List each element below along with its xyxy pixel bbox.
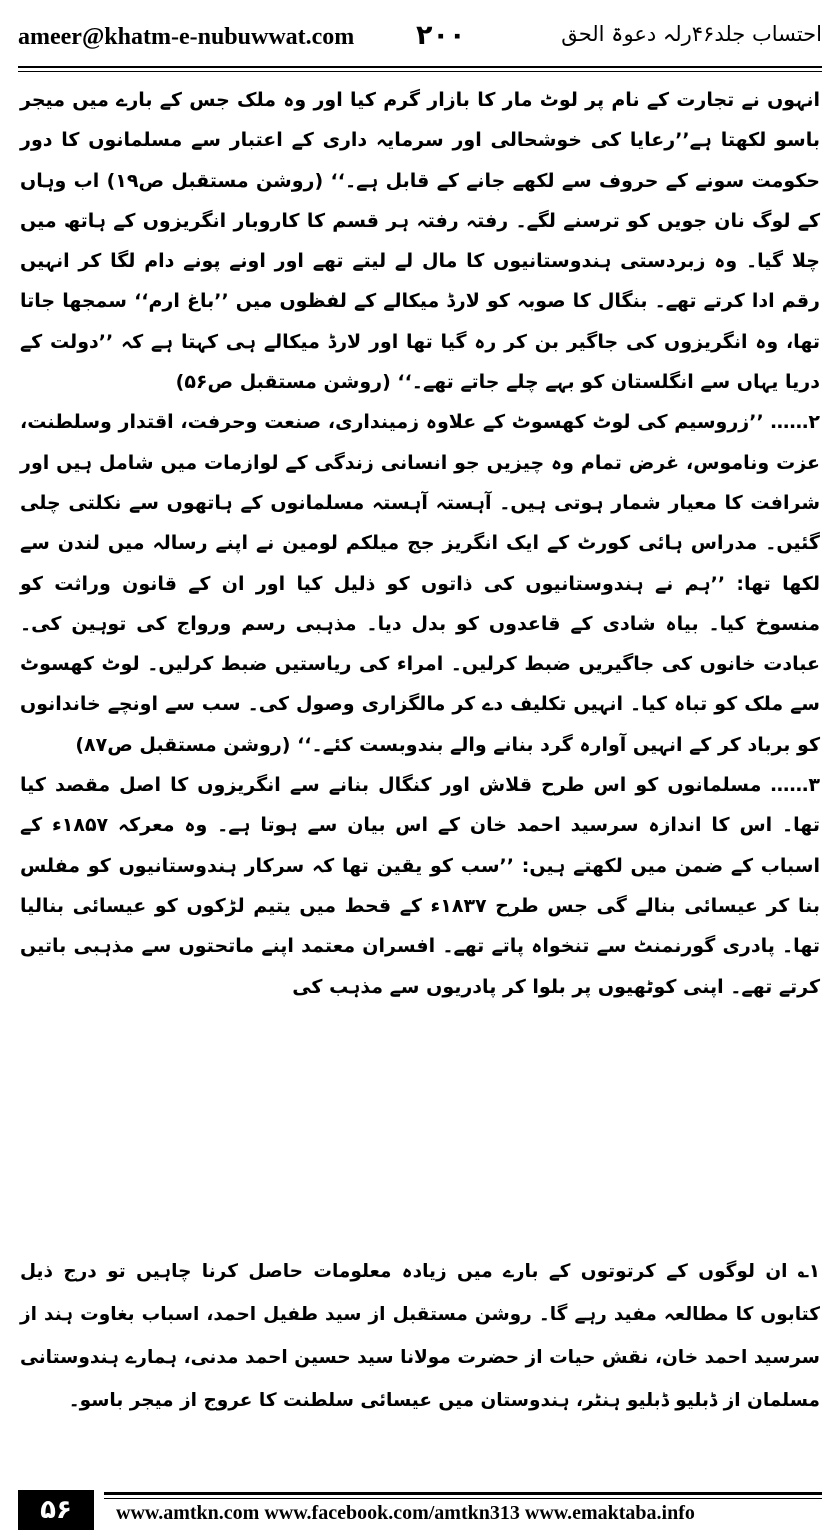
- footer-links: www.amtkn.com www.facebook.com/amtkn313 www.emaktaba.info: [116, 1502, 695, 1524]
- paragraph-1: انہوں نے تجارت کے نام پر لوٹ مار کا بازار گرم کیا اور وہ ملک جس کے بارے میں میجر باسو لکھتا ہے’’رعایا کی خوشحالی اور سرمایہ داری کے اعتبار سے مسلمانوں کا دور حکومت سونے کے حروف سے لکھے جانے کے قابل ہے۔‘‘ (روشن مستقبل ص۱۹) اب وہاں کے لوگ نان جویں کو ترسنے لگے۔ رفتہ رفتہ ہر قسم کا کاروبار انگریزوں کے ہاتھ میں چلا گیا۔ وہ زبردستی ہندوستانیوں کا مال لے لیتے تھے اور اونے پونے دام لگا کر انہیں رقم ادا کرتے تھے۔ بنگال کا صوبہ کو لارڈ میکالے کے لفظوں میں ’’باغ ارم‘‘ سمجھا جاتا تھا، وہ انگریزوں کی جاگیر بن کر رہ گیا تھا اور لارڈ میکالے ہی کہتا ہے کہ ’’دولت کے دریا یہاں سے انگلستان کو بہے چلے جاتے تھے۔‘‘ (روشن مستقبل ص۵۶): [20, 89, 820, 394]
- header-rule-thin: [18, 71, 822, 72]
- header-rule: [18, 66, 822, 68]
- footer-rule-thin: [104, 1498, 822, 1499]
- footer-rule: [104, 1492, 822, 1495]
- paragraph-2: ۲…… ’’زروسیم کی لوٹ کھسوٹ کے علاوہ زمینداری، صنعت وحرفت، اقتدار وسلطنت، عزت وناموس، غرض تمام وہ چیزیں جو انسانی زندگی کے لوازمات میں شامل ہیں اور شرافت کا معیار شمار ہوتی ہیں۔ آہستہ آہستہ مسلمانوں کے ہاتھوں سے نکلتی چلی گئیں۔ مدراس ہائی کورٹ کے ایک انگریز جج میلکم لومین نے اپنے رسالہ میں لندن سے لکھا تھا: ’’ہم نے ہندوستانیوں کی ذاتوں کو ذلیل کیا اور ان کے قانون وراثت کو منسوخ کیا۔ بیاہ شادی کے قاعدوں کو بدل دیا۔ مذہبی رسم ورواج کی توہین کی۔ عبادت خانوں کی جاگیریں ضبط کرلیں۔ امراء کی ریاستیں ضبط کرلیں۔ لوٹ کھسوٹ سے ملک کو تباہ کیا۔ انہیں تکلیف دے کر مالگزاری وصول کی۔ سب سے اونچے خاندانوں کو برباد کر کے انہیں آوارہ گرد بنانے والے بندوبست کئے۔‘‘ (روشن مستقبل ص۸۷): [20, 411, 820, 756]
- footnote: [20, 1250, 820, 1422]
- footnote-text: ۱؎ ان لوگوں کے کرتوتوں کے بارے میں زیادہ معلومات حاصل کرنا چاہیں تو درج ذیل کتابوں کا مطالعہ مفید رہے گا۔ روشن مستقبل از سید طفیل احمد، اسباب بغاوت ہند از سرسید احمد خان، نقش حیات از حضرت مولانا سید حسین احمد مدنی، ہمارے ہندوستانی مسلمان از ڈبلیو ڈبلیو ہنٹر، ہندوستان میں عیسائی سلطنت کا عروج از میجر باسو۔: [20, 1261, 820, 1411]
- main-text: [20, 80, 820, 1007]
- header-page-number: ۲۰۰: [416, 20, 466, 51]
- page-footer: [18, 1490, 822, 1534]
- paragraph-3: ۳…… مسلمانوں کو اس طرح قلاش اور کنگال بنانے سے انگریزوں کا اصل مقصد کیا تھا۔ اس کا اندازہ سرسید احمد خان کے اس بیان سے ہوتا ہے۔ وہ معرکہ ۱۸۵۷ء کے اسباب کے ضمن میں لکھتے ہیں: ’’سب کو یقین تھا کہ سرکار ہندوستانیوں کو مفلس بنا کر عیسائی بنالے گی جس طرح ۱۸۳۷ء کے قحط میں یتیم لڑکوں کو عیسائی بنالیا تھا۔ پادری گورنمنٹ سے تنخواہ پاتے تھے۔ افسران معتمد اپنے ماتحتوں سے مذہبی باتیں کرتے تھے۔ اپنی کوٹھیوں پر بلوا کر پادریوں سے مذہب کی: [20, 774, 820, 998]
- page-header: [18, 16, 822, 66]
- header-book-title: احتساب جلد۴۶رلہ دعوۃ الحق: [561, 22, 822, 46]
- header-email: ameer@khatm-e-nubuwwat.com: [18, 24, 355, 50]
- footer-page-number: ۵۶: [18, 1490, 94, 1530]
